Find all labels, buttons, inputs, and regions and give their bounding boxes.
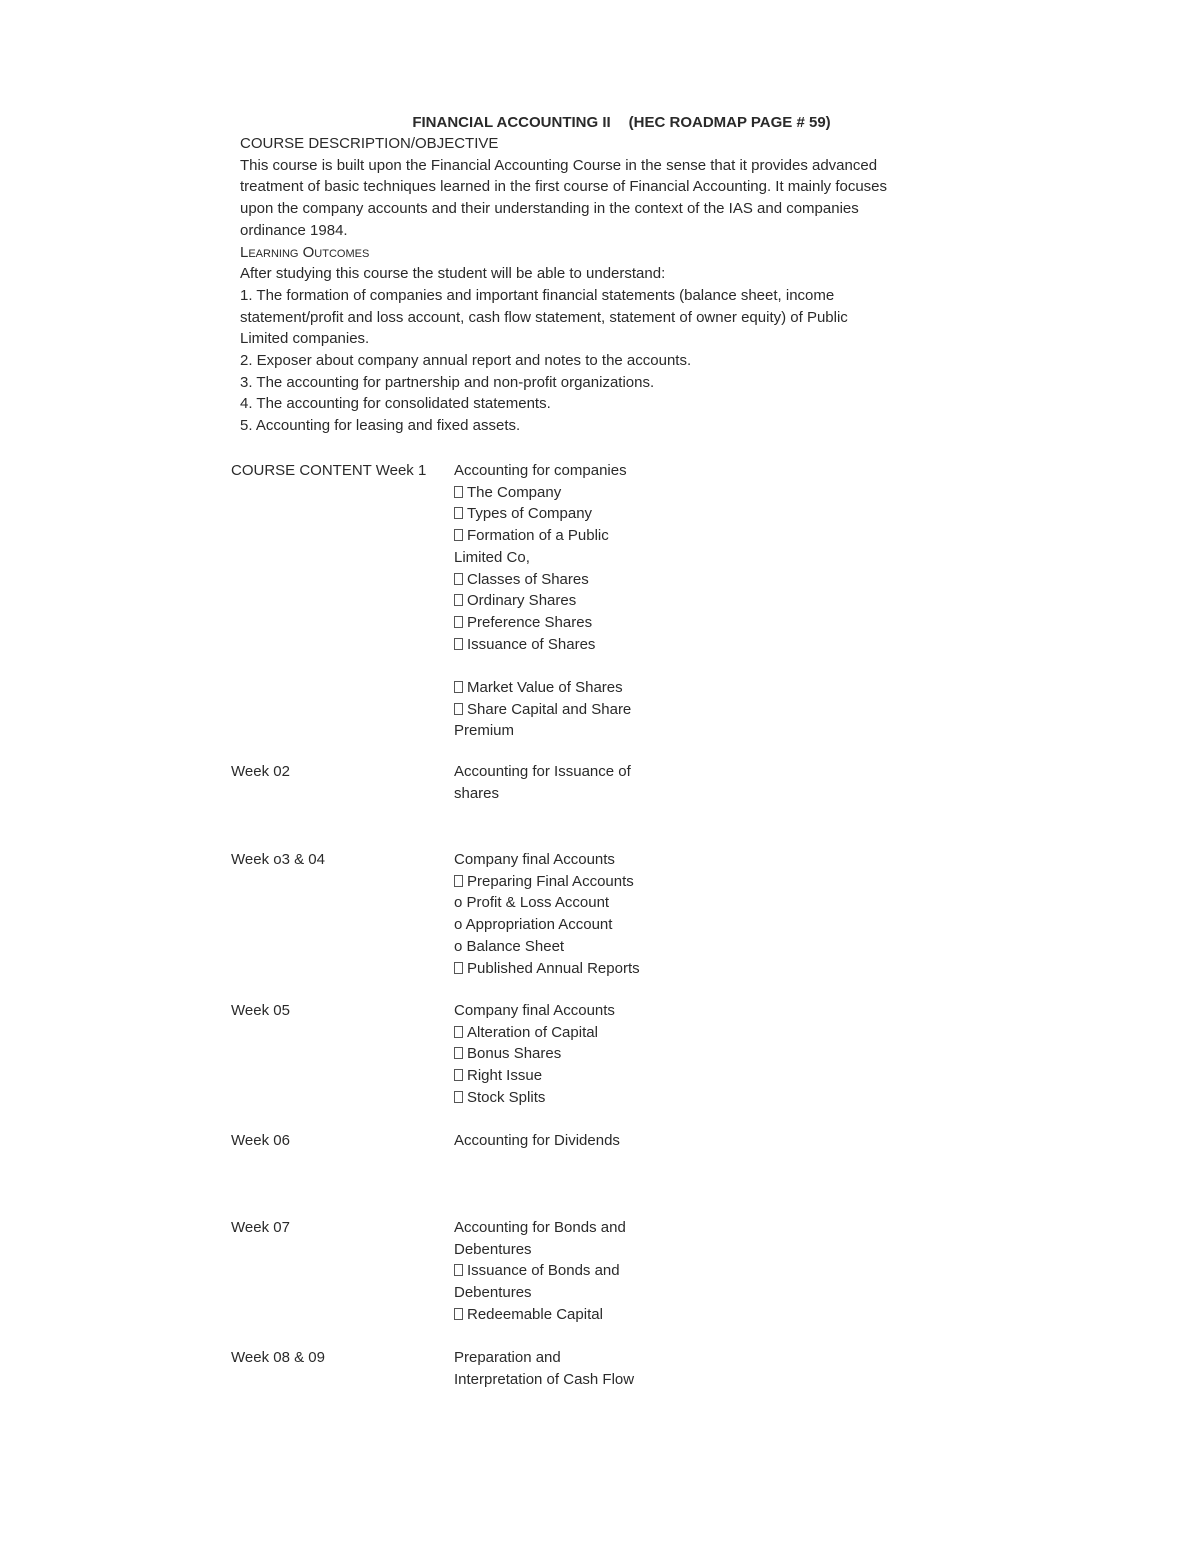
list-item: Share Capital and Share <box>454 699 631 721</box>
bullet-icon <box>454 529 463 541</box>
list-item: Redeemable Capital <box>454 1304 626 1326</box>
description-line: upon the company accounts and their understanding in the context of the IAS and companies <box>240 200 859 218</box>
bullet-icon <box>454 1308 463 1320</box>
bullet-icon <box>454 573 463 585</box>
list-item: Types of Company <box>454 503 631 525</box>
outcomes-lead: After studying this course the student will be able to understand: <box>240 265 666 283</box>
week-topic: Preparation and <box>454 1349 561 1366</box>
list-item: Issuance of Shares <box>454 634 631 656</box>
sub-list-item: o Appropriation Account <box>454 916 613 934</box>
description-line: treatment of basic techniques learned in the first course of Financial Accounting. It mainly focuses <box>240 178 888 196</box>
week-label: Week 02 <box>231 763 290 780</box>
week-label: Week 05 <box>231 1002 290 1019</box>
week-topic-continuation: Debentures <box>454 1240 532 1258</box>
outcome-line: 2. Exposer about company annual report and notes to the accounts. <box>240 352 692 370</box>
list-item: Right Issue <box>454 1065 615 1087</box>
list-item: Formation of a Public <box>454 525 631 547</box>
outcome-line: Limited companies. <box>240 330 370 348</box>
week-topic: Accounting for Issuance of <box>454 763 631 780</box>
week-topic-continuation: Interpretation of Cash Flow <box>454 1370 635 1388</box>
title-reference: (HEC ROADMAP PAGE # 59) <box>628 114 831 131</box>
week-label: Week 07 <box>231 1219 290 1236</box>
list-item: Stock Splits <box>454 1087 615 1109</box>
title-main: FINANCIAL ACCOUNTING II <box>412 114 611 131</box>
week-content <box>454 1347 634 1390</box>
list-item: Issuance of Bonds and <box>454 1260 626 1282</box>
week-topic: Company final Accounts <box>454 851 615 868</box>
description-line: ordinance 1984. <box>240 221 348 239</box>
outcome-line: 1. The formation of companies and important financial statements (balance sheet, income <box>240 286 835 304</box>
week-topic: Accounting for companies <box>454 462 627 479</box>
week-content <box>454 849 640 979</box>
bullet-icon <box>454 1069 463 1081</box>
week-content <box>454 1000 615 1109</box>
list-item: Preference Shares <box>454 612 631 634</box>
outcome-line: 3. The accounting for partnership and non-profit organizations. <box>240 373 655 391</box>
week-label: Week 06 <box>231 1132 290 1149</box>
outcomes-heading: Learning Outcomes <box>240 243 370 261</box>
bullet-icon <box>454 486 463 498</box>
week-content <box>454 1130 620 1152</box>
outcome-line: statement/profit and loss account, cash flow statement, statement of owner equity) of Public <box>240 308 848 326</box>
week-topic: Company final Accounts <box>454 1002 615 1019</box>
week-content <box>454 460 631 742</box>
bullet-icon <box>454 1047 463 1059</box>
list-item: Alteration of Capital <box>454 1022 615 1044</box>
list-item: Published Annual Reports <box>454 958 640 980</box>
list-item: Bonus Shares <box>454 1043 615 1065</box>
bullet-icon <box>454 703 463 715</box>
description-heading: COURSE DESCRIPTION/OBJECTIVE <box>240 135 499 152</box>
bullet-icon <box>454 616 463 628</box>
list-item-continuation: Debentures <box>454 1284 532 1302</box>
week-content <box>454 1217 626 1326</box>
list-item: The Company <box>454 482 631 504</box>
bullet-icon <box>454 1026 463 1038</box>
bullet-icon <box>454 875 463 887</box>
bullet-icon <box>454 1264 463 1276</box>
description-line: This course is built upon the Financial Accounting Course in the sense that it provides advanced <box>240 156 878 174</box>
week-label: COURSE CONTENT Week 1 <box>231 462 427 479</box>
list-item-continuation: Limited Co, <box>454 548 530 566</box>
page-title <box>0 112 1200 134</box>
list-item-continuation: Premium <box>454 722 515 740</box>
bullet-icon <box>454 962 463 974</box>
sub-list-item: o Balance Sheet <box>454 937 565 955</box>
bullet-icon <box>454 594 463 606</box>
bullet-icon <box>454 1091 463 1103</box>
bullet-icon <box>454 681 463 693</box>
list-item: Classes of Shares <box>454 569 631 591</box>
week-topic-continuation: shares <box>454 784 500 802</box>
outcome-line: 4. The accounting for consolidated statements. <box>240 395 551 413</box>
course-intro <box>240 133 960 437</box>
list-item: Ordinary Shares <box>454 590 631 612</box>
outcome-line: 5. Accounting for leasing and fixed assets. <box>240 417 521 435</box>
week-label: Week 08 & 09 <box>231 1349 325 1366</box>
list-item: Market Value of Shares <box>454 677 631 699</box>
week-content <box>454 761 631 804</box>
week-topic: Accounting for Dividends <box>454 1132 620 1149</box>
bullet-icon <box>454 507 463 519</box>
sub-list-item: o Profit & Loss Account <box>454 894 610 912</box>
week-label: Week o3 & 04 <box>231 851 325 868</box>
list-item: Preparing Final Accounts <box>454 871 640 893</box>
bullet-icon <box>454 638 463 650</box>
week-topic: Accounting for Bonds and <box>454 1219 626 1236</box>
